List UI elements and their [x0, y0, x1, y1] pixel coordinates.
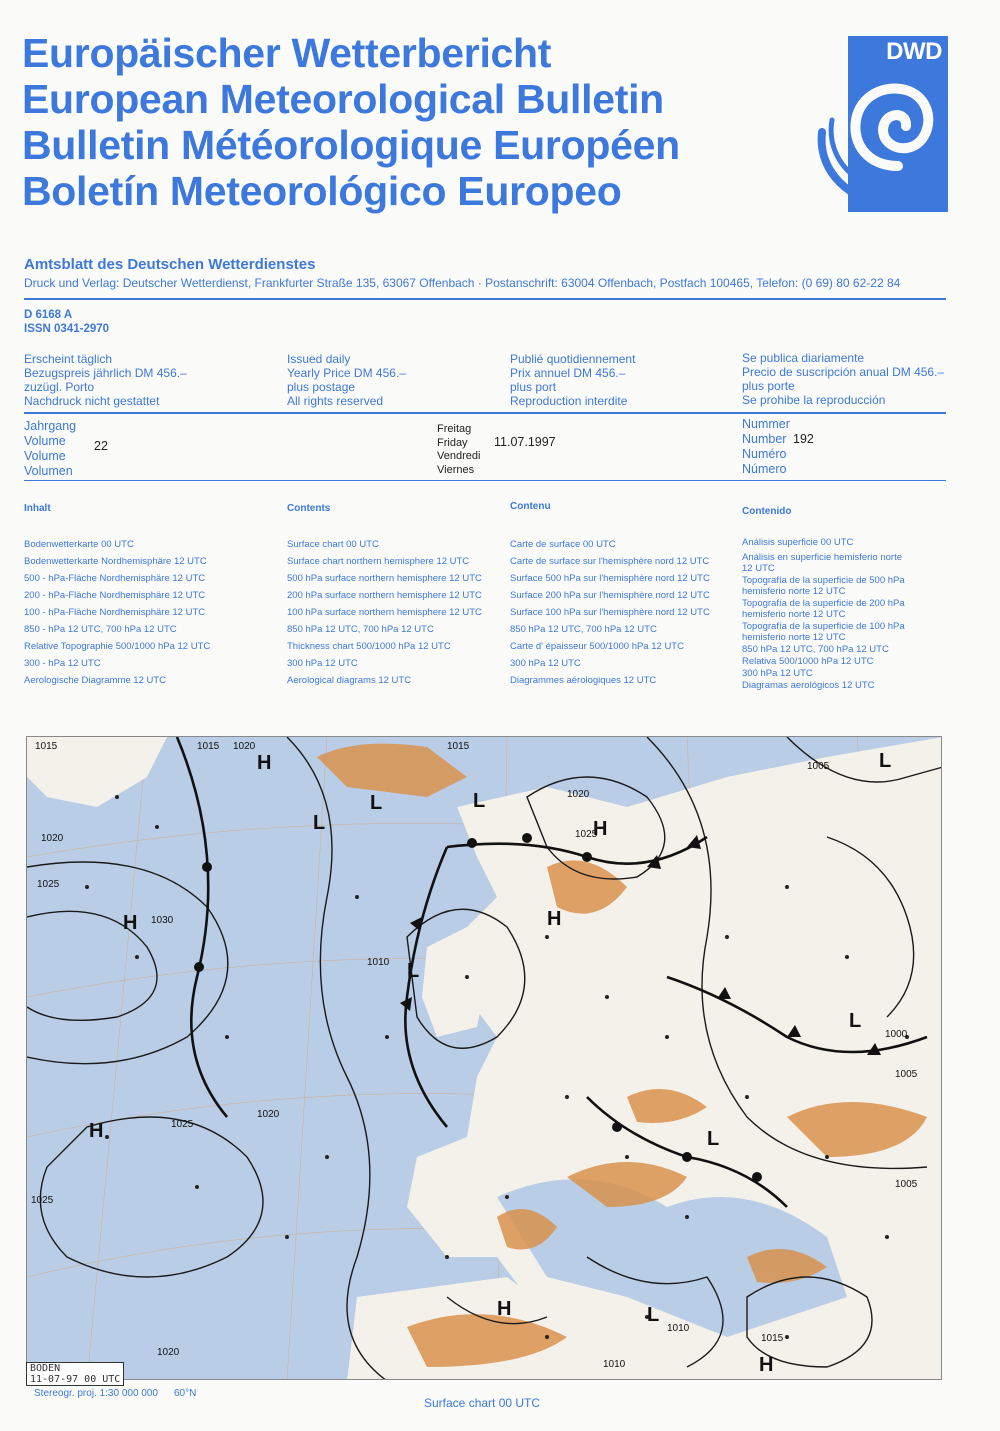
subscription-fr [510, 352, 635, 408]
day-label: Viernes [437, 463, 475, 476]
publication-code: D 6168 A [24, 309, 73, 321]
contents-item: 300 hPa 12 UTC [510, 658, 581, 669]
publication-ids [24, 308, 109, 336]
subscription-line: Se publica diariamente [742, 351, 865, 365]
contents-item: Topografía de la superficie de 500 hPa hemisferio norte 12 UTC [742, 575, 905, 597]
contents-item: 500 - hPa-Fläche Nordhemisphäre 12 UTC [24, 573, 206, 584]
subscription-en [287, 352, 406, 408]
high-pressure-center: H [497, 1298, 512, 1320]
volume-label: Jahrgang [24, 419, 77, 433]
volume-labels [24, 419, 76, 479]
subscription-line: All rights reserved [287, 394, 384, 408]
divider [24, 412, 946, 414]
stamp-line: BODEN [30, 1363, 61, 1374]
isobar-label: 1015 [35, 741, 58, 752]
contents-item: Aerological diagrams 12 UTC [287, 675, 412, 686]
publisher-block [24, 256, 900, 290]
isobar-label: 1015 [761, 1333, 784, 1344]
contents-item: Surface 200 hPa sur l'hemisphère nord 12 UTC [510, 590, 710, 601]
day-labels [437, 423, 480, 477]
contents-item: Relative Topographie 500/1000 hPa 12 UTC [24, 641, 211, 652]
isobar-label: 1020 [157, 1347, 180, 1358]
isobar-label: 1030 [151, 915, 174, 926]
day-label: Friday [437, 436, 468, 449]
low-pressure-center: L [313, 812, 326, 834]
high-pressure-center: H [547, 908, 562, 930]
contents-item: Diagrammes aérologiques 12 UTC [510, 675, 657, 686]
volume-label: Volume [24, 449, 66, 463]
isobar-label: 1000 [885, 1029, 908, 1040]
contents-es [742, 506, 942, 691]
contents-item: Relativa 500/1000 hPa 12 UTC [742, 656, 874, 667]
issue-number: 192 [793, 432, 814, 446]
contents-heading: Contenido [742, 506, 792, 517]
contents-item: Carte de surface 00 UTC [510, 539, 616, 550]
isobar-label: 1025 [171, 1119, 194, 1130]
contents-fr [510, 501, 710, 689]
issn: ISSN 0341-2970 [24, 323, 110, 335]
surface-weather-map [26, 736, 942, 1380]
subscription-line: Reproduction interdite [510, 394, 628, 408]
subscription-line: Publié quotidiennement [510, 352, 636, 366]
title-fr: Bulletin Météorologique Européen [22, 122, 680, 168]
day-label: Freitag [437, 423, 472, 435]
subscription-line: plus port [510, 380, 557, 394]
subscription-line: plus porte [742, 379, 795, 393]
high-pressure-center: H [89, 1120, 104, 1142]
contents-de [24, 503, 210, 689]
contents-item: Thickness chart 500/1000 hPa 12 UTC [287, 641, 451, 652]
contents-item: Topografía de la superficie de 100 hPa hemisferio norte 12 UTC [742, 621, 905, 643]
number-label: Number [742, 432, 787, 446]
high-pressure-center: H [257, 752, 272, 774]
divider [24, 480, 946, 481]
low-pressure-center: L [473, 790, 486, 812]
contents-item: 200 - hPa-Fläche Nordhemisphäre 12 UTC [24, 590, 206, 601]
isobar-label: 1005 [807, 761, 830, 772]
subscription-de [24, 352, 187, 408]
low-pressure-center: L [407, 960, 420, 982]
contents-item: Surface 500 hPa sur l'hemisphère nord 12 UTC [510, 573, 710, 584]
surface-chart-svg [27, 737, 942, 1380]
isobar-label: 1010 [603, 1359, 626, 1370]
isobar-label: 1015 [447, 741, 470, 752]
isobar-label: 1025 [37, 879, 60, 890]
isobar-label: 1010 [667, 1323, 690, 1334]
contents-item: 850 hPa 12 UTC, 700 hPa 12 UTC [742, 644, 889, 655]
low-pressure-center: L [879, 750, 892, 772]
isobar-label: 1015 [197, 741, 220, 752]
title-de: Europäischer Wetterbericht [22, 30, 552, 76]
subscription-line: Se prohibe la reproducción [742, 393, 886, 407]
high-pressure-center: H [593, 818, 608, 840]
low-pressure-center: L [370, 792, 383, 814]
subscription-line: Prix annuel DM 456.– [510, 366, 626, 380]
subscription-line: Issued daily [287, 352, 351, 366]
logo-text: DWD [886, 38, 942, 65]
title-en: European Meteorological Bulletin [22, 76, 664, 122]
subscription-line: Nachdruck nicht gestattet [24, 394, 160, 408]
contents-item: 300 hPa 12 UTC [742, 668, 813, 679]
contents-item: Diagramas aerológicos 12 UTC [742, 680, 875, 691]
title-es: Boletín Meteorológico Europeo [22, 168, 622, 214]
contents-heading: Contenu [510, 501, 551, 512]
dwd-logo [812, 36, 948, 212]
number-label: Numéro [742, 447, 787, 461]
subscription-line: Erscheint täglich [24, 352, 113, 366]
isobar-label: 1020 [233, 741, 256, 752]
isobar-label: 1020 [41, 833, 64, 844]
contents-item: Surface chart northern hemisphere 12 UTC [287, 556, 470, 567]
divider [24, 298, 946, 300]
volume-number: 22 [94, 439, 108, 453]
isobar-label: 1020 [567, 789, 590, 800]
number-label: Número [742, 462, 787, 476]
isobar-label: 1025 [575, 829, 598, 840]
contents-item: Bodenwetterkarte 00 UTC [24, 539, 134, 550]
subscription-line: Precio de suscripción anual DM 456.– [742, 365, 945, 379]
low-pressure-center: L [849, 1010, 862, 1032]
map-caption: Surface chart 00 UTC [424, 1396, 541, 1410]
map-latitude: 60°N [174, 1388, 197, 1399]
low-pressure-center: L [707, 1128, 720, 1150]
subscription-line: Bezugspreis jährlich DM 456.– [24, 366, 187, 380]
subscription-line: plus postage [287, 380, 356, 394]
contents-item: 300 hPa 12 UTC [287, 658, 358, 669]
isobar-label: 1025 [31, 1195, 54, 1206]
high-pressure-center: H [759, 1354, 774, 1376]
contents-heading: Inhalt [24, 503, 51, 514]
subscription-line: zuzügl. Porto [24, 380, 95, 394]
volume-label: Volumen [24, 464, 73, 478]
contents-heading: Contents [287, 503, 331, 514]
stamp-line: 11-07-97 00 UTC [30, 1374, 121, 1385]
contents-item: Análisis superficie 00 UTC [742, 537, 854, 548]
contents-item: 100 - hPa-Fläche Nordhemisphäre 12 UTC [24, 607, 206, 618]
day-label: Vendredi [437, 450, 481, 462]
low-pressure-center: L [647, 1304, 660, 1326]
contents-item: 850 hPa 12 UTC, 700 hPa 12 UTC [510, 624, 657, 635]
number-labels [742, 417, 790, 477]
contents-item: Carte de surface sur l'hemisphère nord 12 UTC [510, 556, 710, 567]
contents-item: Surface chart 00 UTC [287, 539, 379, 550]
map-projection: Stereogr. proj. 1:30 000 000 [34, 1388, 158, 1399]
contents-item: 850 - hPa 12 UTC, 700 hPa 12 UTC [24, 624, 177, 635]
contents-item: 300 - hPa 12 UTC [24, 658, 101, 669]
publisher-address: Druck und Verlag: Deutscher Wetterdienst, Frankfurter Straße 135, 63067 Offenbach · Postanschrift: 63004 Offenbach, Postfach 100465, Telefon: (0 69) 80 62-22 84 [24, 276, 901, 290]
contents-item: Aerologische Diagramme 12 UTC [24, 675, 167, 686]
number-label: Nummer [742, 417, 790, 431]
isobar-label: 1005 [895, 1069, 918, 1080]
isobar-label: 1010 [367, 957, 390, 968]
contents-item: 500 hPa surface northern hemisphere 12 UTC [287, 573, 482, 584]
chart-stamp [26, 1362, 124, 1386]
publisher-name: Amtsblatt des Deutschen Wetterdienstes [24, 256, 316, 273]
contents-item: 850 hPa 12 UTC, 700 hPa 12 UTC [287, 624, 434, 635]
contents-en [287, 503, 482, 689]
isobar-label: 1005 [895, 1179, 918, 1190]
subscription-line: Yearly Price DM 456.– [287, 366, 406, 380]
contents-item: Topografía de la superficie de 200 hPa hemisferio norte 12 UTC [742, 598, 905, 620]
contents-item: Análisis en superficie hemisferio norte 12 UTC [742, 552, 902, 574]
volume-label: Volume [24, 434, 66, 448]
high-pressure-center: H [123, 912, 138, 934]
contents-item: 200 hPa surface northern hemisphere 12 UTC [287, 590, 482, 601]
subscription-es [742, 351, 944, 407]
bulletin-titles [22, 30, 680, 214]
contents-item: Bodenwetterkarte Nordhemisphäre 12 UTC [24, 556, 207, 567]
issue-date: 11.07.1997 [494, 435, 556, 449]
contents-item: Carte d' épaisseur 500/1000 hPa 12 UTC [510, 641, 684, 652]
isobar-label: 1020 [257, 1109, 280, 1120]
contents-item: 100 hPa surface northern hemisphere 12 UTC [287, 607, 482, 618]
contents-item: Surface 100 hPa sur l'hemisphère nord 12 UTC [510, 607, 710, 618]
